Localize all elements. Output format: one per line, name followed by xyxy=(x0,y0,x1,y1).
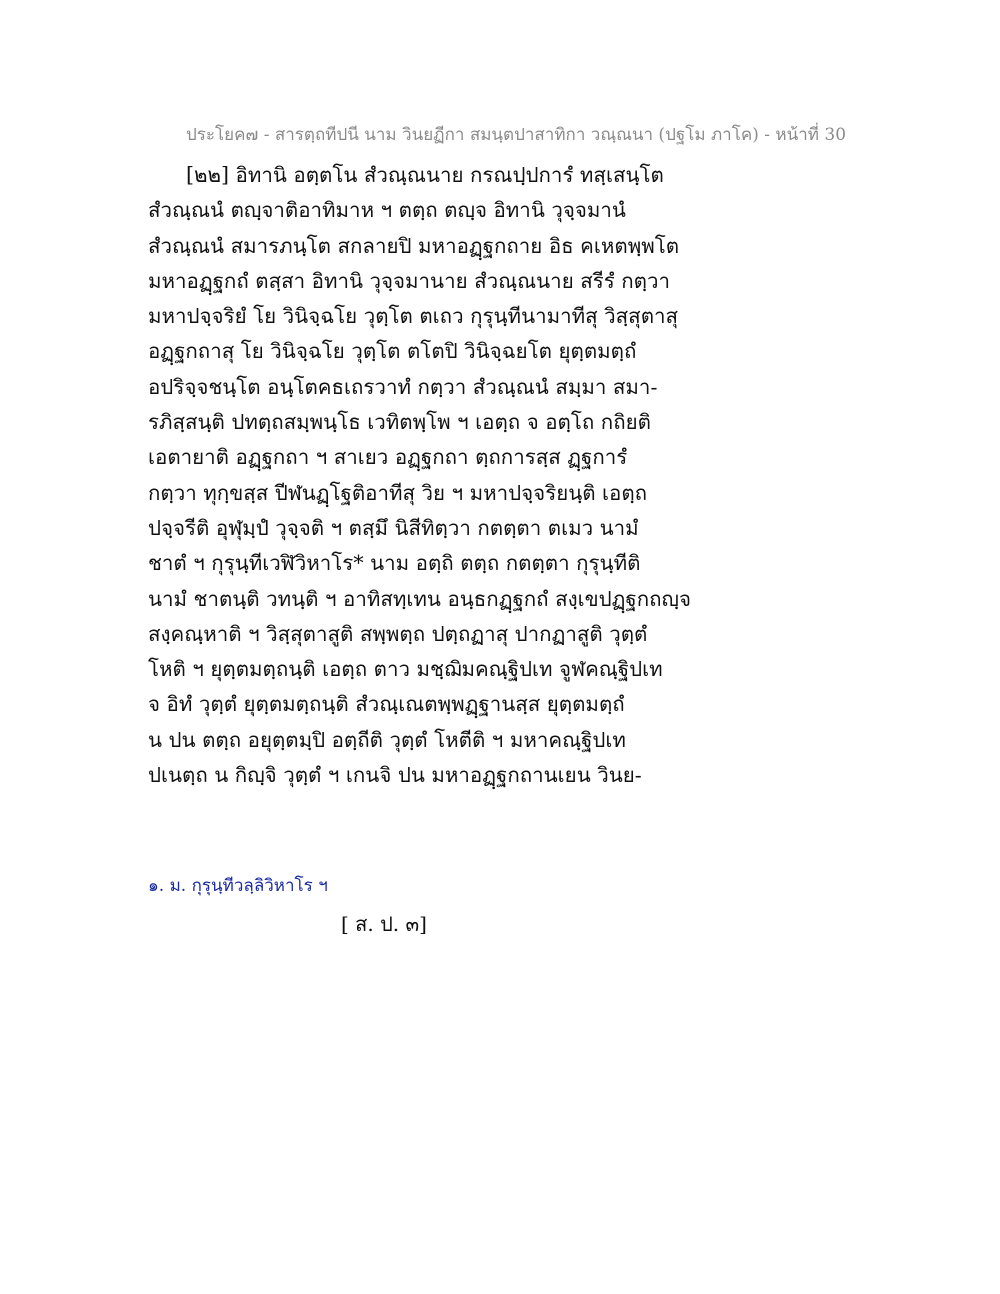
text-line: ชาตํ ฯ กุรุนฺทีเวฬิวิหาโร* นาม อตฺถิ ตตฺถ กตตฺตา กุรุนฺทีติ xyxy=(148,551,641,576)
text-line: ปเนตฺถ น กิญฺจิ วุตฺตํ ฯ เกนจิ ปน มหาอฏฺฐกถานเยน วินย- xyxy=(148,763,642,788)
text-line: สงฺคณฺหาติ ฯ วิสฺสุตาสูติ สพฺพตฺถ ปตฺถฏาสุ ปากฏาสูติ วุตฺตํ xyxy=(148,621,648,646)
text-line: จ อิทํ วุตฺตํ ยุตฺตมตฺถนฺติ สํวณฺเณตพฺพฏฺฐานสฺส ยุตฺตมตฺถํ xyxy=(148,692,625,717)
text-line: กตฺวา ทุกฺขสฺส ปีฬนฏฺโฐติอาทีสุ วิย ฯ มหาปจฺจริยนฺติ เอตฺถ xyxy=(148,480,648,505)
footnote: ๑. ม. กุรุนฺทีวลฺลิวิหาโร ฯ xyxy=(148,876,328,896)
text-line: อปริจฺจชนฺโต อนฺโตคธเถรวาทํ กตฺวา สํวณฺณนํ สมฺมา สมา- xyxy=(148,374,658,399)
body-text xyxy=(148,158,708,793)
text-line: สํวณฺณนํ สมารภนฺโต สกลายปิ มหาอฏฺฐกถาย อิธ คเหตพฺพโต xyxy=(148,233,680,258)
text-line: มหาปจฺจริยํ โย วินิจฺฉโย วุตฺโต ตเถว กุรุนฺทีนามาทีสุ วิสฺสุตาสุ xyxy=(148,304,679,329)
running-header: ประโยค๗ - สารตฺถทีปนี นาม วินยฏีกา สมนฺตปาสาทิกา วณฺณนา (ปฐโม ภาโค) - หน้าที่ 30 xyxy=(186,125,847,145)
text-line: สํวณฺณนํ ตญฺจาติอาทิมาห ฯ ตตฺถ ตญฺจ อิทานิ วุจฺจมานํ xyxy=(148,198,626,223)
text-line: ปจฺจรีติ อุฬุมฺปํ วุจฺจติ ฯ ตสฺมึ นิสีทิตฺวา กตตฺตา ตเมว นามํ xyxy=(148,515,639,540)
text-line: อฏฺฐกถาสุ โย วินิจฺฉโย วุตฺโต ตโตปิ วินิจฺฉยโต ยุตฺตมตฺถํ xyxy=(148,339,637,364)
text-line: รภิสฺสนฺติ ปทตฺถสมฺพนฺโธ เวทิตพฺโพ ฯ เอตฺถ จ อตฺโถ กถิยติ xyxy=(148,410,651,435)
text-line: มหาอฏฺฐกถํ ตสฺสา อิทานิ วุจฺจมานาย สํวณฺณนาย สรีรํ กตฺวา xyxy=(148,268,671,293)
text-line: เอตายาติ อฏฺฐกถา ฯ สาเยว อฏฺฐกถา ตฺถการสฺส ฏฺฐการํ xyxy=(148,445,628,470)
text-line: โหติ ฯ ยุตฺตมตฺถนฺติ เอตฺถ ตาว มชฺฌิมคณฺฐิปเท จูฬคณฺฐิปเท xyxy=(148,657,663,682)
text-line: [๒๒] อิทานิ อตฺตโน สํวณฺณนาย กรณปฺปการํ ทสฺเสนฺโต xyxy=(186,163,664,187)
printer-signature: [ ส. ป. ๓] xyxy=(341,912,427,936)
text-line: น ปน ตตฺถ อยุตฺตมฺปิ อตฺถีติ วุตฺตํ โหตีติ ฯ มหาคณฺฐิปเท xyxy=(148,727,626,752)
text-line: นามํ ชาตนฺติ วทนฺติ ฯ อาทิสทฺเทน อนฺธกฏฺฐกถํ สงฺเขปฏฺฐกถญฺจ xyxy=(148,586,692,611)
